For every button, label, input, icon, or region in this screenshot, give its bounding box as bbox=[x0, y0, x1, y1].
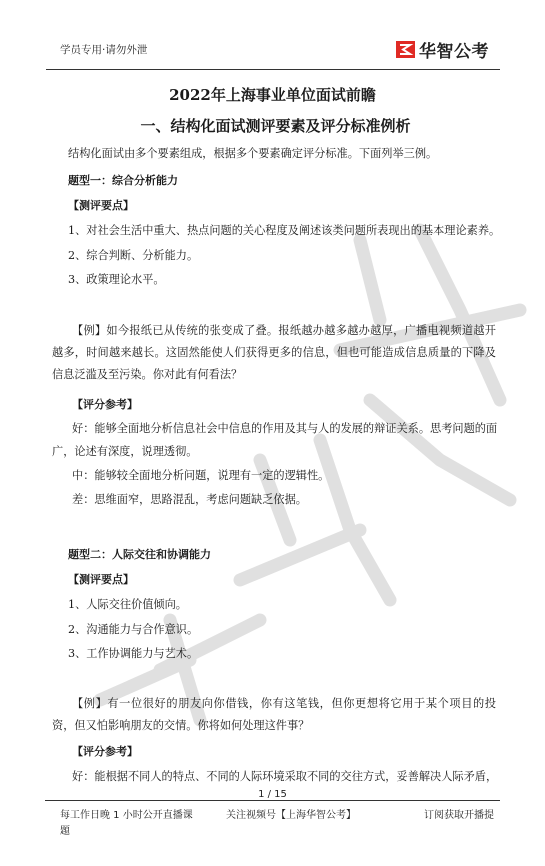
section1-point: 2、综合判断、分析能力。 bbox=[68, 249, 199, 262]
document-title: 2022年上海事业单位面试前瞻 bbox=[169, 86, 376, 104]
intro-paragraph: 结构化面试由多个要素组成，根据多个要素确定评分标准。下面列举三例。 bbox=[68, 147, 438, 160]
brand-logo bbox=[396, 37, 489, 62]
section2-point: 1、人际交往价值倾向。 bbox=[68, 598, 187, 611]
document-subtitle: 一、结构化面试测评要素及评分标准例析 bbox=[140, 117, 411, 135]
footer-left-line2: 題 bbox=[60, 826, 70, 837]
section1-ref-good: 好：能够全面地分析信息社会中信息的作用及其与人的发展的辩证关系。思考问题的面 bbox=[72, 422, 498, 435]
section2-heading: 题型二：人际交往和协调能力 bbox=[68, 548, 211, 561]
logo-text: 华智公考 bbox=[419, 42, 489, 62]
section2-points-label: 【测评要点】 bbox=[68, 573, 134, 586]
header-divider bbox=[46, 69, 500, 70]
header-confidential-label: 学员专用·请勿外泄 bbox=[60, 44, 148, 56]
section2-point: 3、工作协调能力与艺术。 bbox=[68, 647, 199, 660]
section1-example: 【例】如今报纸已从传统的张变成了叠。报纸越办越多越办越厚，广播电视频道越开越多，时间越来越长。这固然能使人们获得更多的信息，但也可能造成信息质量的下降及信息泛滥及至污染。你对此有何看法？ bbox=[52, 324, 496, 381]
section1-ref-label: 【评分参考】 bbox=[72, 398, 138, 411]
logo-mark-icon bbox=[396, 41, 415, 58]
section1-point: 3、政策理论水平。 bbox=[68, 273, 165, 286]
section1-points-label: 【测评要点】 bbox=[68, 199, 134, 212]
section1-heading: 题型一：综合分析能力 bbox=[68, 174, 178, 187]
page-number: 1 / 15 bbox=[258, 789, 287, 800]
section2-example: 【例】有一位很好的朋友向你借钱，你有这笔钱，但你更想将它用于某个项目的投资，但又怕影响朋友的交情。你将如何处理这件事？ bbox=[52, 697, 496, 732]
footer-left-line1: 每工作日晚 1 小时公开直播课 bbox=[60, 810, 193, 821]
section1-point: 1、对社会生活中重大、热点问题的关心程度及阐述该类问题所表现出的基本理论素养。 bbox=[68, 224, 501, 237]
section2-point: 2、沟通能力与合作意识。 bbox=[68, 623, 199, 636]
section1-ref-bad: 差：思维面窄，思路混乱，考虑问题缺乏依据。 bbox=[72, 493, 307, 506]
section2-ref-label: 【评分参考】 bbox=[72, 745, 138, 758]
footer-divider bbox=[45, 800, 500, 801]
footer-center-text: 关注视频号【上海华智公考】 bbox=[226, 810, 356, 821]
footer-right-text: 订阅获取开播提 bbox=[424, 810, 494, 821]
section1-ref-good-cont: 广，论述有深度，说理透彻。 bbox=[52, 445, 198, 458]
section1-ref-mid: 中：能够较全面地分析问题，说理有一定的逻辑性。 bbox=[72, 469, 330, 482]
section2-ref-good: 好：能根据不同人的特点、不同的人际环境采取不同的交往方式，妥善解决人际矛盾， bbox=[72, 770, 498, 783]
